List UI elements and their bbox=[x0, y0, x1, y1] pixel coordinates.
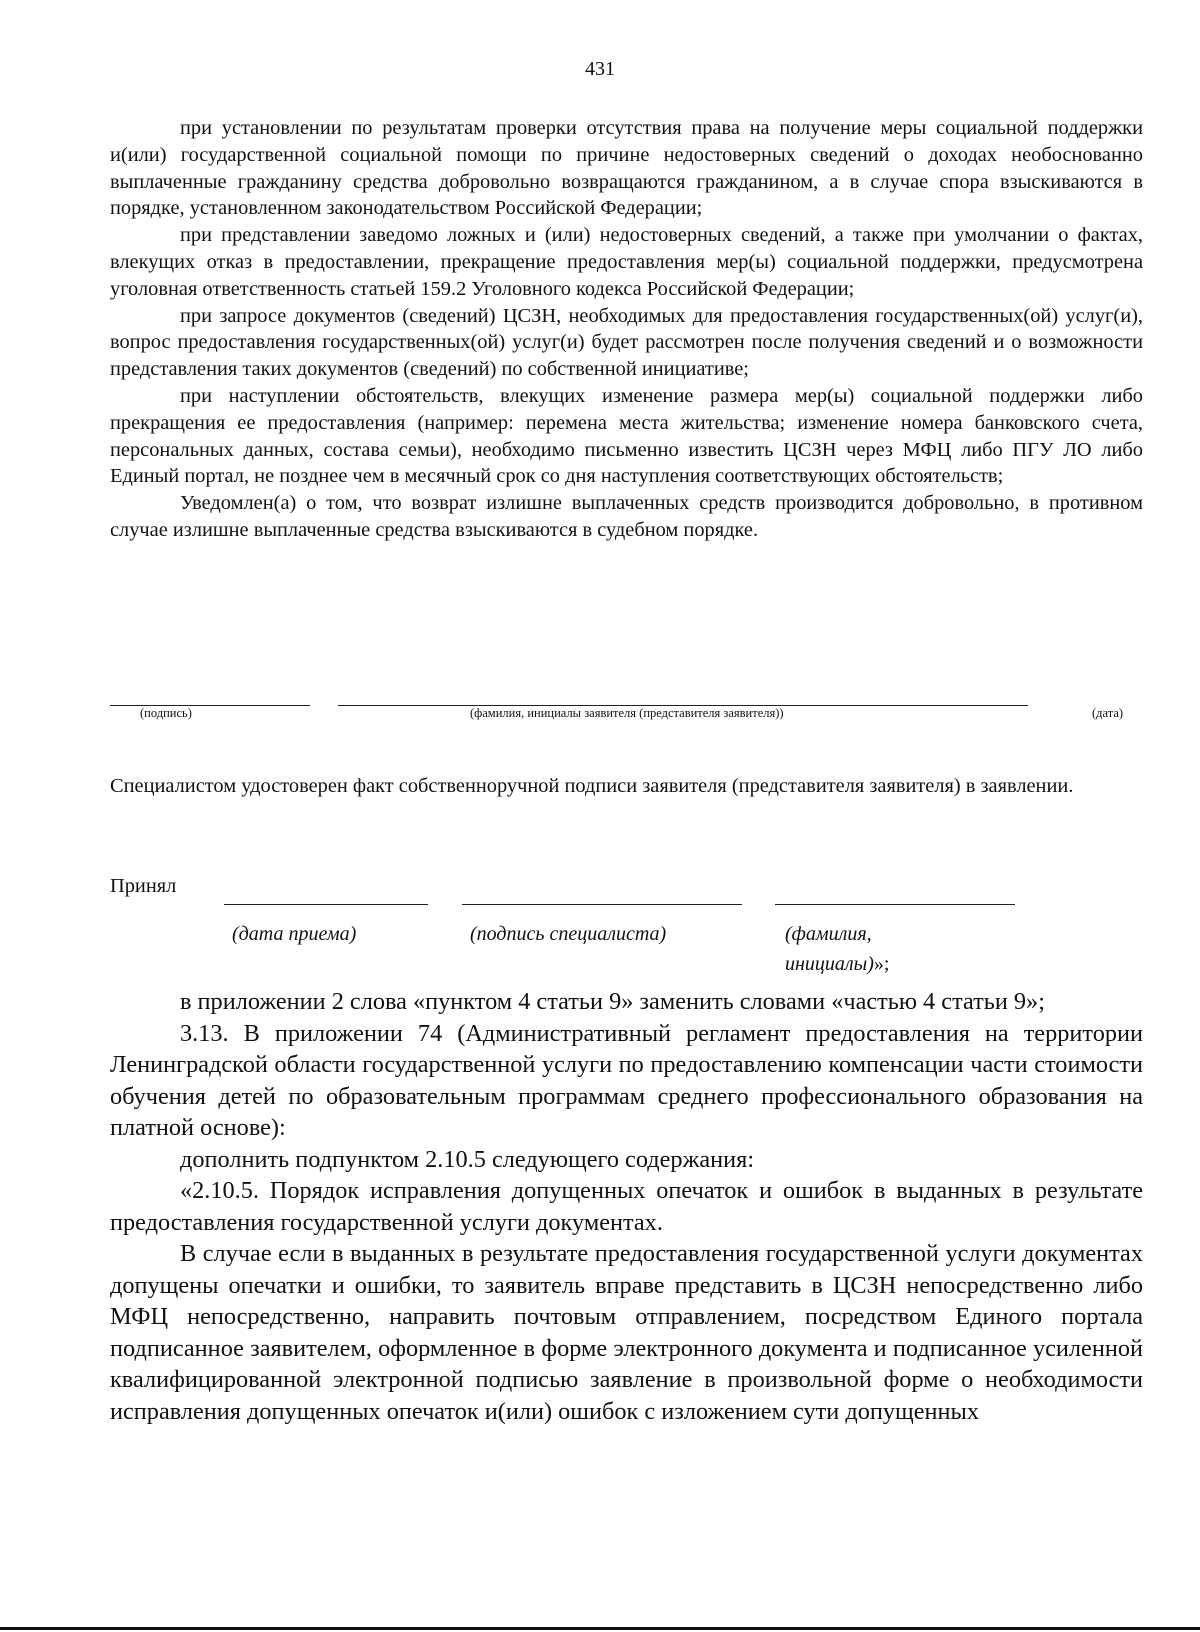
specialist-name-caption bbox=[785, 919, 889, 979]
specialist-name-caption-line1: (фамилия, bbox=[785, 923, 872, 945]
receipt-date-line bbox=[224, 904, 428, 905]
received-label: Принял bbox=[110, 875, 177, 897]
paragraph-circumstances: при наступлении обстоятельств, влекущих изменение размера мер(ы) социальной поддержки либо прекращения ее предоставления (например: перемена места жительства; изменение номера банковского счета, персональных данных, состава семьи), необходимо письменно известить ЦСЗН через МФЦ либо ПГУ ЛО либо Единый портал, не позднее чем в месячный срок со дня наступления соответствующих обстоятельств; bbox=[110, 384, 1143, 488]
paragraph-overpayment: при установлении по результатам проверки отсутствия права на получение меры социальной поддержки и(или) государственной социальной помощи по причине недостоверных сведений о доходах необоснованно выплаченные гражданину средства добровольно возвращаются гражданином, а в случае спора взыскиваются в порядке, установленном законодательством Российской Федерации; bbox=[110, 117, 1143, 220]
receipt-date-caption: (дата приема) bbox=[232, 923, 357, 945]
paragraph-2-10-5-title: «2.10.5. Порядок исправления допущенных опечаток и ошибок в выданных в результате предоставления государственной услуги документах. bbox=[110, 1177, 1143, 1236]
certification-text: Специалистом удостоверен факт собственноручной подписи заявителя (представителя заявителя) в заявлении. bbox=[110, 775, 1074, 797]
specialist-name-caption-line2: инициалы)»; bbox=[785, 953, 890, 975]
specialist-name-line bbox=[775, 904, 1015, 905]
specialist-signature-caption: (подпись специалиста) bbox=[470, 923, 667, 945]
page-bottom-edge bbox=[0, 1627, 1200, 1630]
page-number: 431 bbox=[585, 58, 615, 80]
paragraph-notified: Уведомлен(а) о том, что возврат излишне выплаченных средств производится добровольно, в противном случае излишне выплаченные средства взыскиваются в судебном порядке. bbox=[110, 492, 1143, 541]
paragraph-corrections: В случае если в выданных в результате предоставления государственной услуги документах допущены опечатки и ошибки, то заявитель вправе представить в ЦСЗН непосредственно либо МФЦ непосредственно, направить почтовым отправлением, посредством Единого портала подписанное заявителем, оформленное в форме электронного документа и подписанное усиленной квалифицированной электронной подписью заявление в произвольной форме о необходимости исправления допущенных опечаток и(или) ошибок с изложением сути допущенных bbox=[110, 1240, 1143, 1425]
specialist-signature-line bbox=[462, 904, 742, 905]
paragraph-appendix-2: в приложении 2 слова «пунктом 4 статьи 9» заменить словами «частью 4 статьи 9»; bbox=[180, 988, 1045, 1015]
paragraph-3-13: 3.13. В приложении 74 (Административный регламент предоставления на территории Ленинградской области государственной услуги по предоставлению компенсации части стоимости обучения детей по образовательным программам среднего профессионального образования на платной основе): bbox=[110, 1019, 1143, 1141]
paragraph-false-info: при представлении заведомо ложных и (или) недостоверных сведений, а также при умолчании о фактах, влекущих отказ в предоставлении, прекращение предоставления мер(ы) социальной поддержки, предусмотрена уголовная ответственность статьей 159.2 Уголовного кодекса Российской Федерации; bbox=[110, 224, 1143, 300]
top-text-block bbox=[110, 115, 1143, 544]
date-caption: (дата) bbox=[1092, 706, 1124, 720]
paragraph-add-subclause: дополнить подпунктом 2.10.5 следующего содержания: bbox=[180, 1145, 755, 1173]
paragraph-document-request: при запросе документов (сведений) ЦСЗН, необходимых для предоставления государственных(ой) услуг(и), вопрос предоставления государственных(ой) услуг(и) будет рассмотрен после получения сведений и о возможности представления таких документов (сведений) по собственной инициативе; bbox=[110, 304, 1143, 381]
closing-quote: »; bbox=[873, 953, 890, 975]
bottom-text-block bbox=[110, 986, 1143, 1427]
name-caption: (фамилия, инициалы заявителя (представителя заявителя)) bbox=[470, 706, 784, 720]
signature-caption: (подпись) bbox=[140, 706, 192, 720]
